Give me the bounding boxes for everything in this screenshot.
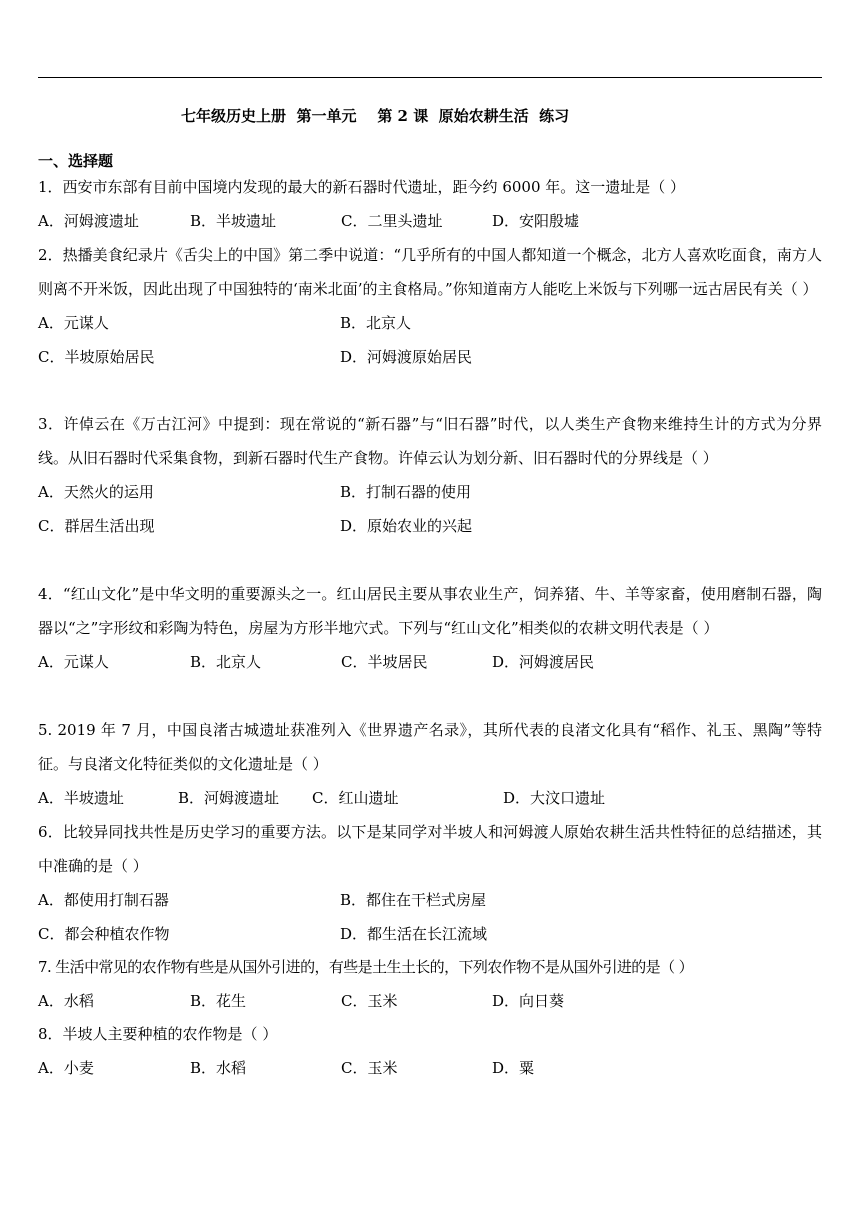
option-row (38, 204, 822, 238)
option-c: C．群居生活出现 (38, 517, 155, 535)
option-row (38, 475, 822, 509)
option-c: C．玉米 (341, 1059, 398, 1077)
option-a: A．河姆渡遗址 (38, 212, 139, 230)
option-d: D．粟 (492, 1059, 535, 1077)
option-row (38, 1051, 822, 1085)
option-a: A．水稻 (38, 992, 94, 1010)
question-stem: 5. 2019 年 7 月，中国良渚古城遗址获准列入《世界遗产名录》，其所代表的良渚文化具有“稻作、礼玉、黑陶”等特征。与良渚文化特征类似的文化遗址是（ ） (38, 721, 822, 773)
option-d: D．向日葵 (492, 992, 565, 1010)
page-title: 七年级历史上册 第一单元 第 2 课 原始农耕生活 练习 (181, 107, 570, 125)
header-rule (38, 77, 822, 78)
option-c: C．玉米 (341, 992, 398, 1010)
option-d: D．大汶口遗址 (503, 789, 606, 807)
option-d: D．原始农业的兴起 (340, 517, 473, 535)
option-row (38, 306, 822, 340)
option-a: A．小麦 (38, 1059, 94, 1077)
option-row (38, 917, 822, 951)
question-stem: 3．许倬云在《万古江河》中提到：现在常说的“新石器”与“旧石器”时代，以人类生产食物来维持生计的方式为分界线。从旧石器时代采集食物，到新石器时代生产食物。许倬云认为划分新、旧石器时代的分界线是（ ） (38, 415, 822, 467)
option-row (38, 645, 822, 679)
option-row (38, 509, 822, 543)
option-a: A．元谋人 (38, 314, 109, 332)
option-d: D．都生活在长江流域 (340, 925, 488, 943)
option-b: B．打制石器的使用 (340, 483, 472, 501)
option-b: B．河姆渡遗址 (178, 789, 280, 807)
option-a: A．都使用打制石器 (38, 891, 169, 909)
question-3 (38, 407, 822, 543)
question-1 (38, 170, 822, 238)
question-stem: 4．“红山文化”是中华文明的重要源头之一。红山居民主要从事农业生产，饲养猪、牛、羊等家畜，使用磨制石器，陶器以“之”字形纹和彩陶为特色，房屋为方形半地穴式。下列与“红山文化”相类似的农耕文明代表是（ ） (38, 585, 822, 637)
question-stem: 7. 生活中常见的农作物有些是从国外引进的，有些是土生土长的，下列农作物不是从国外引进的是（ ） (38, 958, 694, 976)
option-b: B．半坡遗址 (190, 212, 277, 230)
section-heading: 一、选择题 (38, 152, 114, 170)
question-4 (38, 577, 822, 679)
question-7 (38, 950, 822, 1018)
option-row (38, 984, 822, 1018)
option-row (38, 883, 822, 917)
question-stem: 1．西安市东部有目前中国境内发现的最大的新石器时代遗址，距今约 6000 年。这一遗址是（ ） (38, 178, 686, 196)
option-b: B．水稻 (190, 1059, 247, 1077)
option-d: D．河姆渡居民 (492, 653, 595, 671)
option-d: D．安阳殷墟 (492, 212, 580, 230)
option-c: C．都会种植农作物 (38, 925, 170, 943)
option-row (38, 781, 822, 815)
option-b: B．北京人 (340, 314, 412, 332)
option-row (38, 340, 822, 374)
option-c: C．半坡原始居民 (38, 348, 155, 366)
question-stem: 8．半坡人主要种植的农作物是（ ） (38, 1025, 278, 1043)
option-b: B．花生 (190, 992, 247, 1010)
question-stem: 2．热播美食纪录片《舌尖上的中国》第二季中说道：“几乎所有的中国人都知道一个概念，北方人喜欢吃面食，南方人则离不开米饭，因此出现了中国独特的‘南米北面’的主食格局。”你知道南方人能吃上米饭与下列哪一远古居民有关（ ） (38, 246, 822, 298)
option-c: C．二里头遗址 (341, 212, 443, 230)
option-b: B．北京人 (190, 653, 262, 671)
option-d: D．河姆渡原始居民 (340, 348, 473, 366)
question-5 (38, 713, 822, 815)
question-2 (38, 238, 822, 374)
option-c: C．红山遗址 (312, 789, 399, 807)
option-b: B．都住在干栏式房屋 (340, 891, 487, 909)
question-8 (38, 1017, 822, 1085)
option-a: A．元谋人 (38, 653, 109, 671)
question-6 (38, 815, 822, 951)
option-c: C．半坡居民 (341, 653, 428, 671)
option-a: A．天然火的运用 (38, 483, 154, 501)
option-a: A．半坡遗址 (38, 789, 124, 807)
question-stem: 6．比较异同找共性是历史学习的重要方法。以下是某同学对半坡人和河姆渡人原始农耕生活共性特征的总结描述，其中准确的是（ ） (38, 823, 822, 875)
